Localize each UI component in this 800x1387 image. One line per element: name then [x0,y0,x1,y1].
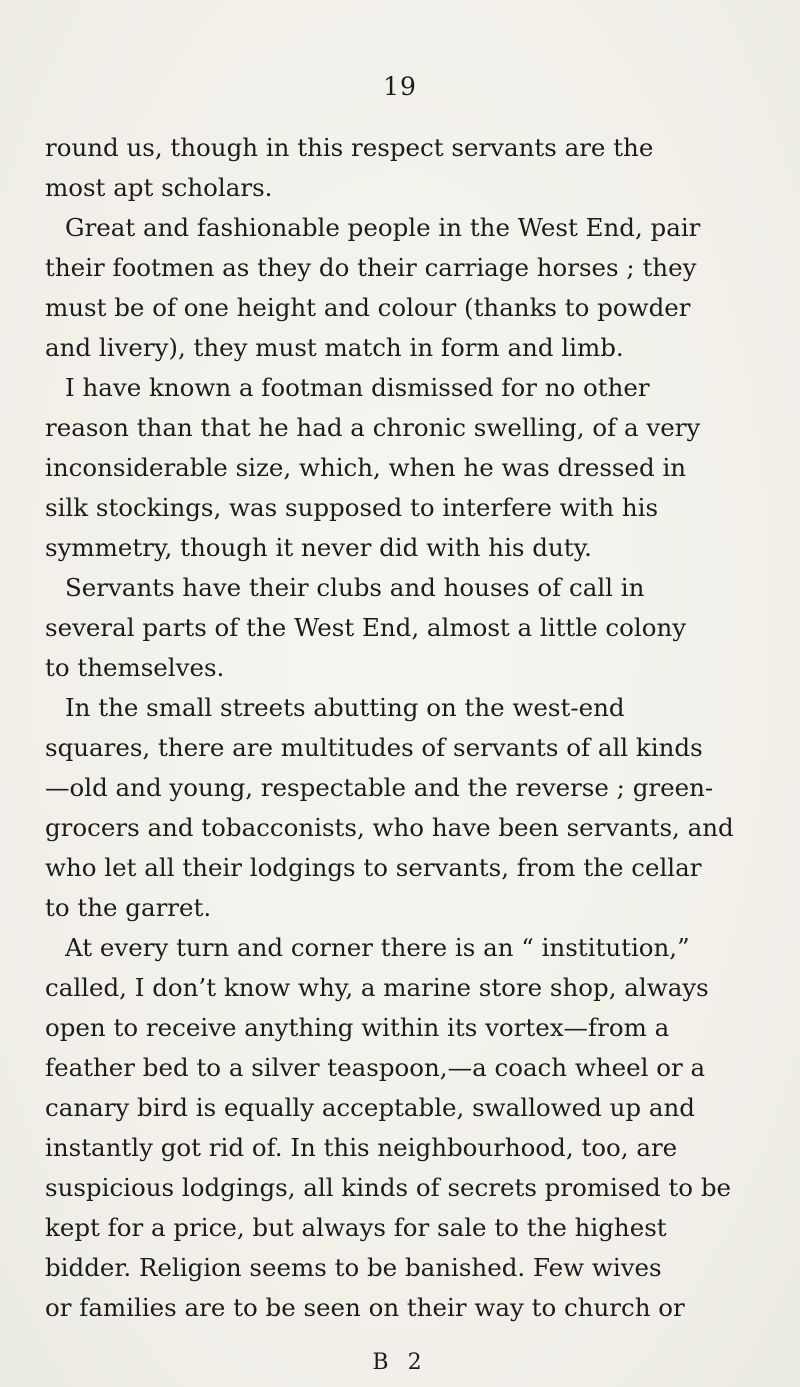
text-line: squares, there are multitudes of servants of all kinds [45,733,703,762]
text-line: canary bird is equally acceptable, swallowed up and [45,1093,695,1122]
text-line: to themselves. [45,653,225,682]
text-line: or families are to be seen on their way to church or [45,1293,685,1322]
text-line: —old and young, respectable and the reverse ; green- [45,773,714,802]
text-line: most apt scholars. [45,173,273,202]
text-line: kept for a price, but always for sale to the highest [45,1213,667,1242]
text-line: silk stockings, was supposed to interfere with his [45,493,659,522]
text-line: suspicious lodgings, all kinds of secrets promised to be [45,1173,731,1202]
text-line: Great and fashionable people in the West End, pair [65,213,701,242]
text-line: must be of one height and colour (thanks to powder [45,293,691,322]
text-line: symmetry, though it never did with his duty. [45,533,592,562]
text-line: Servants have their clubs and houses of call in [65,573,645,602]
text-line: open to receive anything within its vortex—from a [45,1013,670,1042]
text-line: and livery), they must match in form and limb. [45,333,624,362]
text-line: round us, though in this respect servants are the [45,133,654,162]
text-line: who let all their lodgings to servants, from the cellar [45,853,702,882]
text-line: bidder. Religion seems to be banished. Few wives [45,1253,662,1282]
signature-mark: B 2 [372,1350,428,1375]
text-line: reason than that he had a chronic swelling, of a very [45,413,701,442]
page-number: 19 [383,72,417,101]
text-line: their footmen as they do their carriage horses ; they [45,253,697,282]
text-line: to the garret. [45,893,212,922]
text-line: At every turn and corner there is an “ institution,” [65,933,690,962]
text-line: grocers and tobacconists, who have been servants, and [45,813,734,842]
text-line: called, I don’t know why, a marine store shop, always [45,973,709,1002]
text-line: instantly got rid of. In this neighbourhood, too, are [45,1133,678,1162]
text-line: inconsiderable size, which, when he was dressed in [45,453,687,482]
text-line: feather bed to a silver teaspoon,—a coach wheel or a [45,1053,706,1082]
text-line: I have known a footman dismissed for no other [65,373,650,402]
text-line: several parts of the West End, almost a little colony [45,613,687,642]
text-line: In the small streets abutting on the west-end [65,693,625,722]
